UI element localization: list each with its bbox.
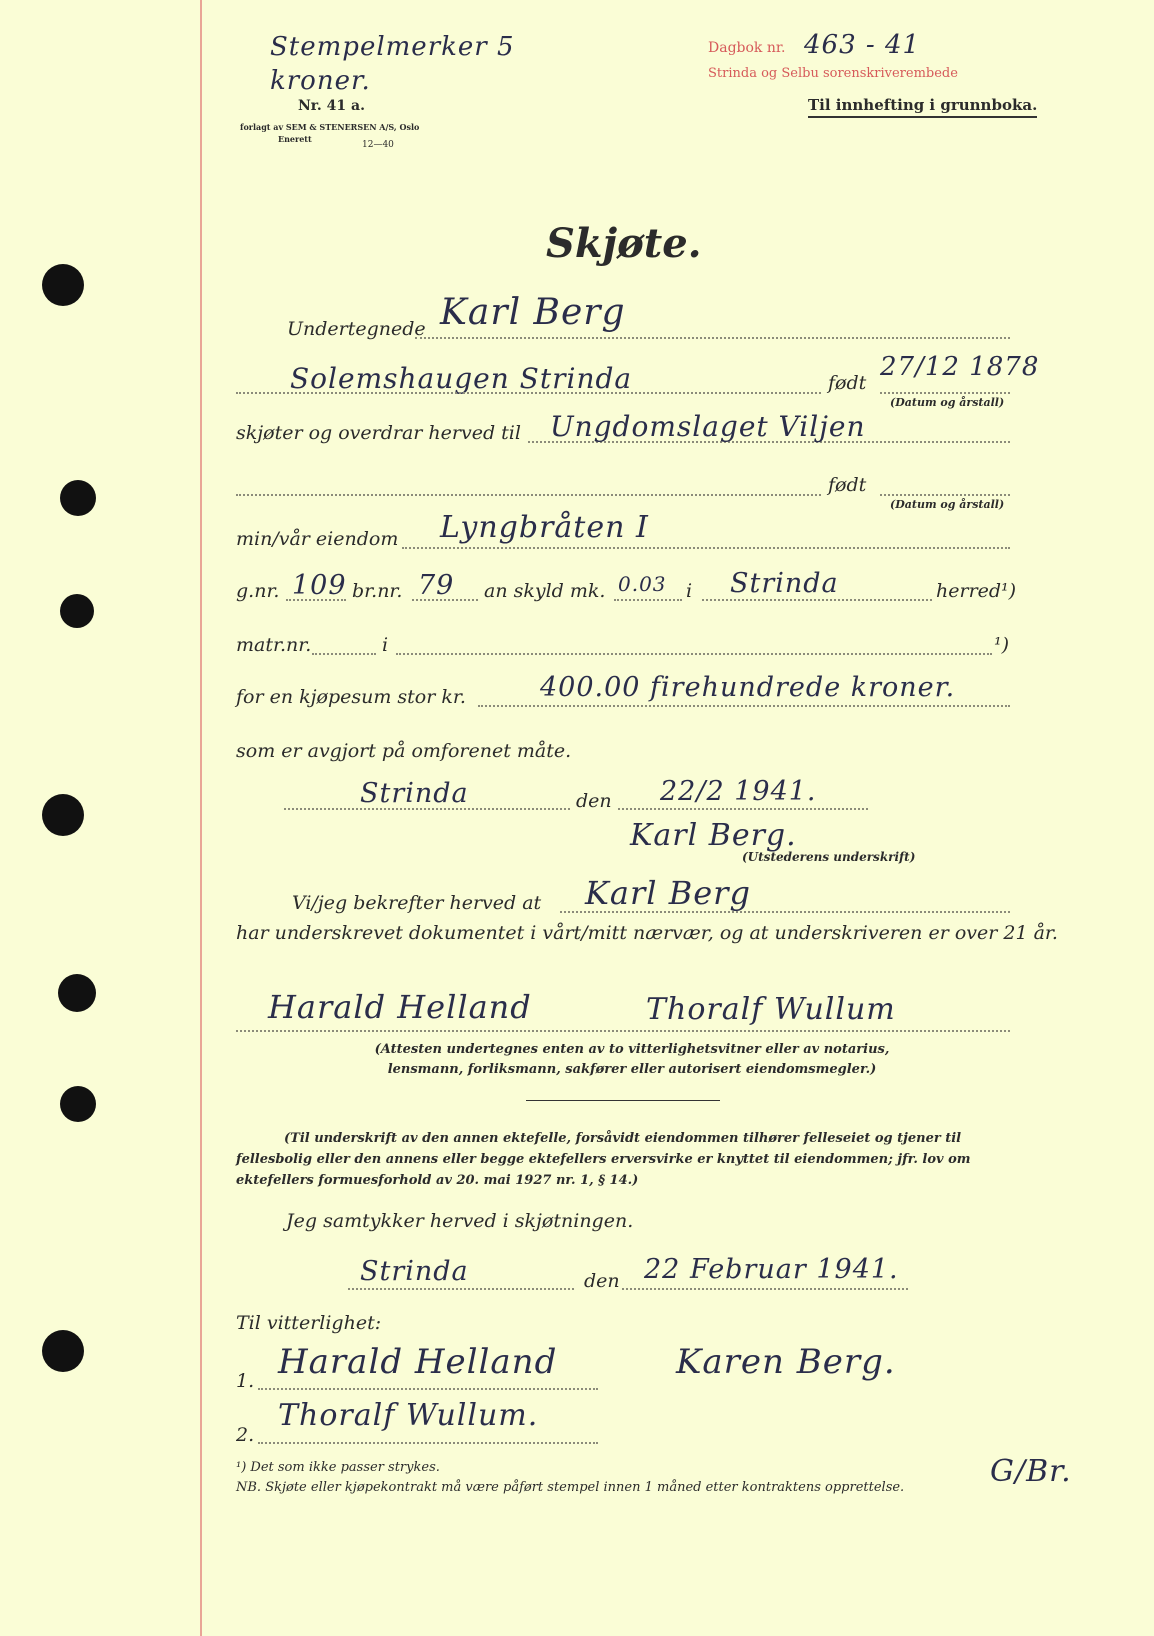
punch-hole bbox=[58, 974, 96, 1012]
spouse-place-value: Strinda bbox=[360, 1256, 469, 1287]
gnr-label: g.nr. bbox=[236, 580, 280, 602]
publisher-enerett: Enerett bbox=[278, 134, 312, 144]
punch-hole bbox=[42, 264, 84, 306]
kjopesum-value: 400.00 firehundrede kroner. bbox=[540, 672, 956, 703]
address-value: Solemshaugen Strinda bbox=[290, 362, 633, 395]
fodt-label-1: født bbox=[828, 372, 867, 394]
dagbok-label: Dagbok nr. bbox=[708, 40, 786, 56]
office-stamp: Strinda og Selbu sorenskriverembede bbox=[708, 66, 958, 81]
attest-line1-value: Karl Berg bbox=[585, 874, 751, 912]
attest-line2: har underskrevet dokumentet i vårt/mitt nærvær, og at underskriveren er over 21 år. bbox=[236, 922, 1058, 944]
seller-signature: Karl Berg. bbox=[630, 818, 797, 853]
fill-line bbox=[618, 808, 868, 810]
skyld-value: 0.03 bbox=[618, 572, 667, 596]
witness-1-signature: Harald Helland bbox=[268, 988, 532, 1026]
punch-hole bbox=[60, 594, 94, 628]
datum-hint-2: (Datum og årstall) bbox=[890, 498, 1005, 511]
form-number: Nr. 41 a. bbox=[298, 98, 365, 114]
fill-line bbox=[880, 392, 1010, 394]
i-label: i bbox=[686, 580, 693, 602]
date-value: 22/2 1941. bbox=[660, 776, 817, 807]
footnote-nb: NB. Skjøte eller kjøpekontrakt må være påført stempel innen 1 måned etter kontraktens opprettelse. bbox=[236, 1480, 905, 1495]
spouse-signature: Karen Berg. bbox=[676, 1342, 896, 1382]
spouse-note: (Til underskrift av den annen ektefelle, forsåvidt eiendommen tilhører felleseiet og tjener til fellesbolig eller den annens eller begge ektefellers erversvirke er knyttet til eiendommen; jfr. lov om ektefellers formuesforhold av 20. mai 1927 nr. 1, § 14.) bbox=[236, 1131, 971, 1188]
witness-1-number: 1. bbox=[236, 1370, 255, 1392]
vitterlighet-label: Til vitterlighet: bbox=[236, 1312, 382, 1334]
spouse-date-value: 22 Februar 1941. bbox=[644, 1254, 899, 1285]
undertegnede-label: Undertegnede bbox=[287, 318, 426, 340]
matr-i-label: i bbox=[382, 634, 389, 656]
undertegnede-value: Karl Berg bbox=[440, 292, 626, 333]
fill-line bbox=[622, 1288, 908, 1290]
attest-note: (Attesten undertegnes enten av to vitterlighetsvitner eller av notarius, lensmann, forliksmann, sakfører eller autorisert eiendomsmegler.) bbox=[374, 1042, 890, 1077]
herred-value: Strinda bbox=[730, 568, 839, 599]
punch-hole bbox=[42, 1330, 84, 1372]
eiendom-label: min/vår eiendom bbox=[236, 528, 399, 550]
buyer-value: Ungdomslaget Viljen bbox=[550, 410, 866, 443]
fill-line bbox=[702, 599, 932, 601]
spouse-den-label: den bbox=[584, 1270, 620, 1292]
gnr-value: 109 bbox=[292, 570, 347, 601]
punch-hole bbox=[60, 480, 96, 516]
filing-note: Til innhefting i grunnboka. bbox=[808, 96, 1037, 118]
fodt-label-2: født bbox=[828, 474, 867, 496]
brnr-value: 79 bbox=[418, 570, 455, 601]
place-value: Strinda bbox=[360, 778, 469, 809]
den-label: den bbox=[576, 790, 612, 812]
fill-line bbox=[614, 599, 682, 601]
attest-line1-label: Vi/jeg bekrefter herved at bbox=[292, 892, 542, 914]
footnote-1: ¹) Det som ikke passer strykes. bbox=[236, 1460, 440, 1475]
fill-line bbox=[396, 653, 992, 655]
matr-suffix: ¹) bbox=[994, 634, 1010, 656]
avgjort-text: som er avgjort på omforenet måte. bbox=[236, 740, 572, 762]
publisher-line: forlagt av SEM & STENERSEN A/S, Oslo bbox=[240, 122, 420, 132]
datum-hint-1: (Datum og årstall) bbox=[890, 396, 1005, 409]
punch-hole bbox=[60, 1086, 96, 1122]
fill-line bbox=[312, 653, 376, 655]
witness-1-sig-2: Harald Helland bbox=[278, 1342, 558, 1382]
dagbok-number: 463 - 41 bbox=[804, 30, 921, 60]
witness-2-number: 2. bbox=[236, 1424, 255, 1446]
skyld-label: an skyld mk. bbox=[484, 580, 606, 602]
stamp-note-handwritten: Stempelmerker 5 kroner. bbox=[270, 32, 515, 96]
margin-rule bbox=[200, 0, 202, 1636]
eiendom-value: Lyngbråten I bbox=[440, 510, 649, 545]
fill-line bbox=[236, 494, 821, 496]
publisher-code: 12—40 bbox=[362, 140, 394, 150]
signature-line bbox=[236, 1030, 1010, 1032]
fill-line bbox=[236, 392, 821, 394]
kjopesum-label: for en kjøpesum stor kr. bbox=[236, 686, 466, 708]
fill-line bbox=[348, 1288, 574, 1290]
matr-label: matr.nr. bbox=[236, 634, 312, 656]
divider bbox=[526, 1100, 720, 1101]
fill-line bbox=[402, 547, 1010, 549]
punch-hole bbox=[42, 794, 84, 836]
spouse-consent: Jeg samtykker herved i skjøtningen. bbox=[286, 1210, 634, 1232]
initials: G/Br. bbox=[990, 1454, 1072, 1489]
seller-sig-hint: (Utstederens underskrift) bbox=[742, 850, 916, 864]
fill-line bbox=[415, 337, 1010, 339]
fill-line bbox=[258, 1388, 598, 1390]
fill-line bbox=[478, 705, 1010, 707]
skjoter-label: skjøter og overdrar herved til bbox=[236, 422, 521, 444]
witness-2-sig-2: Thoralf Wullum. bbox=[278, 1398, 539, 1433]
fill-line bbox=[258, 1442, 598, 1444]
fodt-value-1: 27/12 1878 bbox=[880, 352, 1040, 382]
witness-2-signature: Thoralf Wullum bbox=[646, 992, 896, 1027]
brnr-label: br.nr. bbox=[352, 580, 403, 602]
herred-label: herred¹) bbox=[936, 580, 1017, 602]
document-title: Skjøte. bbox=[546, 220, 702, 267]
fill-line bbox=[880, 494, 1010, 496]
